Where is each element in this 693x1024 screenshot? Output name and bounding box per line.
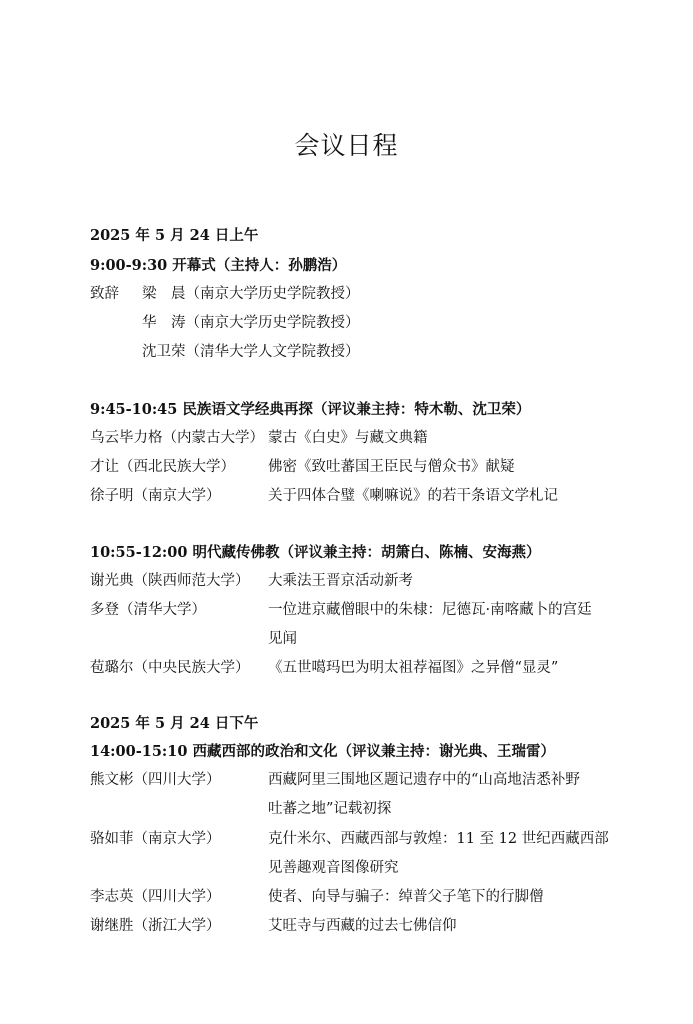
opening-speaker: 梁 晨（南京大学历史学院教授） (142, 286, 360, 302)
session2-talk-title: 一位进京藏僧眼中的朱棣：尼德瓦·南喀藏卜的宫廷 (268, 602, 592, 618)
session3-heading: 14:00-15:10 西藏西部的政治和文化（评议兼主持：谢光典、王瑞雷） (90, 743, 555, 760)
session3-talk-title: 克什米尔、西藏西部与敦煌：11 至 12 世纪西藏西部 (268, 831, 609, 847)
session3-talk-title: 使者、向导与骗子：绰普父子笔下的行脚僧 (268, 889, 544, 905)
session3-speaker: 李志英（四川大学） (90, 889, 221, 905)
session1-speaker: 徐子明（南京大学） (90, 488, 221, 504)
session1-heading: 9:45-10:45 民族语文学经典再探（评议兼主持：特木勒、沈卫荣） (90, 401, 531, 418)
session3-speaker: 谢继胜（浙江大学） (90, 918, 221, 934)
session2-talk-title: 《五世噶玛巴为明太祖荐福图》之异僧“显灵” (268, 660, 559, 676)
session2-speaker: 多登（清华大学） (90, 602, 206, 618)
session2-talk-title: 大乘法王晋京活动新考 (268, 573, 413, 589)
page-title: 会议日程 (294, 131, 399, 160)
session1-talk-title: 蒙古《白史》与藏文典籍 (268, 430, 428, 446)
session3-speaker: 骆如菲（南京大学） (90, 831, 221, 847)
session3-speaker: 熊文彬（四川大学） (90, 772, 221, 788)
am-date-heading: 2025 年 5 月 24 日上午 (90, 227, 259, 244)
opening-speaker: 沈卫荣（清华大学人文学院教授） (142, 344, 360, 360)
opening-speaker: 华 涛（南京大学历史学院教授） (142, 315, 360, 331)
session3-talk-title: 西藏阿里三围地区题记遗存中的“山高地洁悉补野 (268, 772, 580, 788)
session1-speaker: 才让（西北民族大学） (90, 459, 235, 475)
session1-talk-title: 佛密《致吐蕃国王臣民与僧众书》献疑 (268, 459, 515, 475)
session2-talk-title-cont: 见闻 (268, 631, 297, 647)
session2-speaker: 谢光典（陕西师范大学） (90, 573, 250, 589)
session1-talk-title: 关于四体合璧《喇嘛说》的若干条语文学札记 (268, 488, 558, 504)
opening-session-heading: 9:00-9:30 开幕式（主持人：孙鹏浩） (90, 257, 347, 274)
session2-speaker: 苞璐尔（中央民族大学） (90, 660, 250, 676)
session1-speaker: 乌云毕力格（内蒙古大学） (90, 430, 264, 446)
session3-talk-title: 艾旺寺与西藏的过去七佛信仰 (268, 918, 457, 934)
session3-talk-title-cont: 吐蕃之地”记载初探 (268, 801, 392, 817)
opening-label: 致辞 (90, 286, 119, 302)
session3-talk-title-cont: 见善趣观音图像研究 (268, 860, 399, 876)
session2-heading: 10:55-12:00 明代藏传佛教（评议兼主持：胡箫白、陈楠、安海燕） (90, 544, 541, 561)
pm-date-heading: 2025 年 5 月 24 日下午 (90, 715, 259, 732)
